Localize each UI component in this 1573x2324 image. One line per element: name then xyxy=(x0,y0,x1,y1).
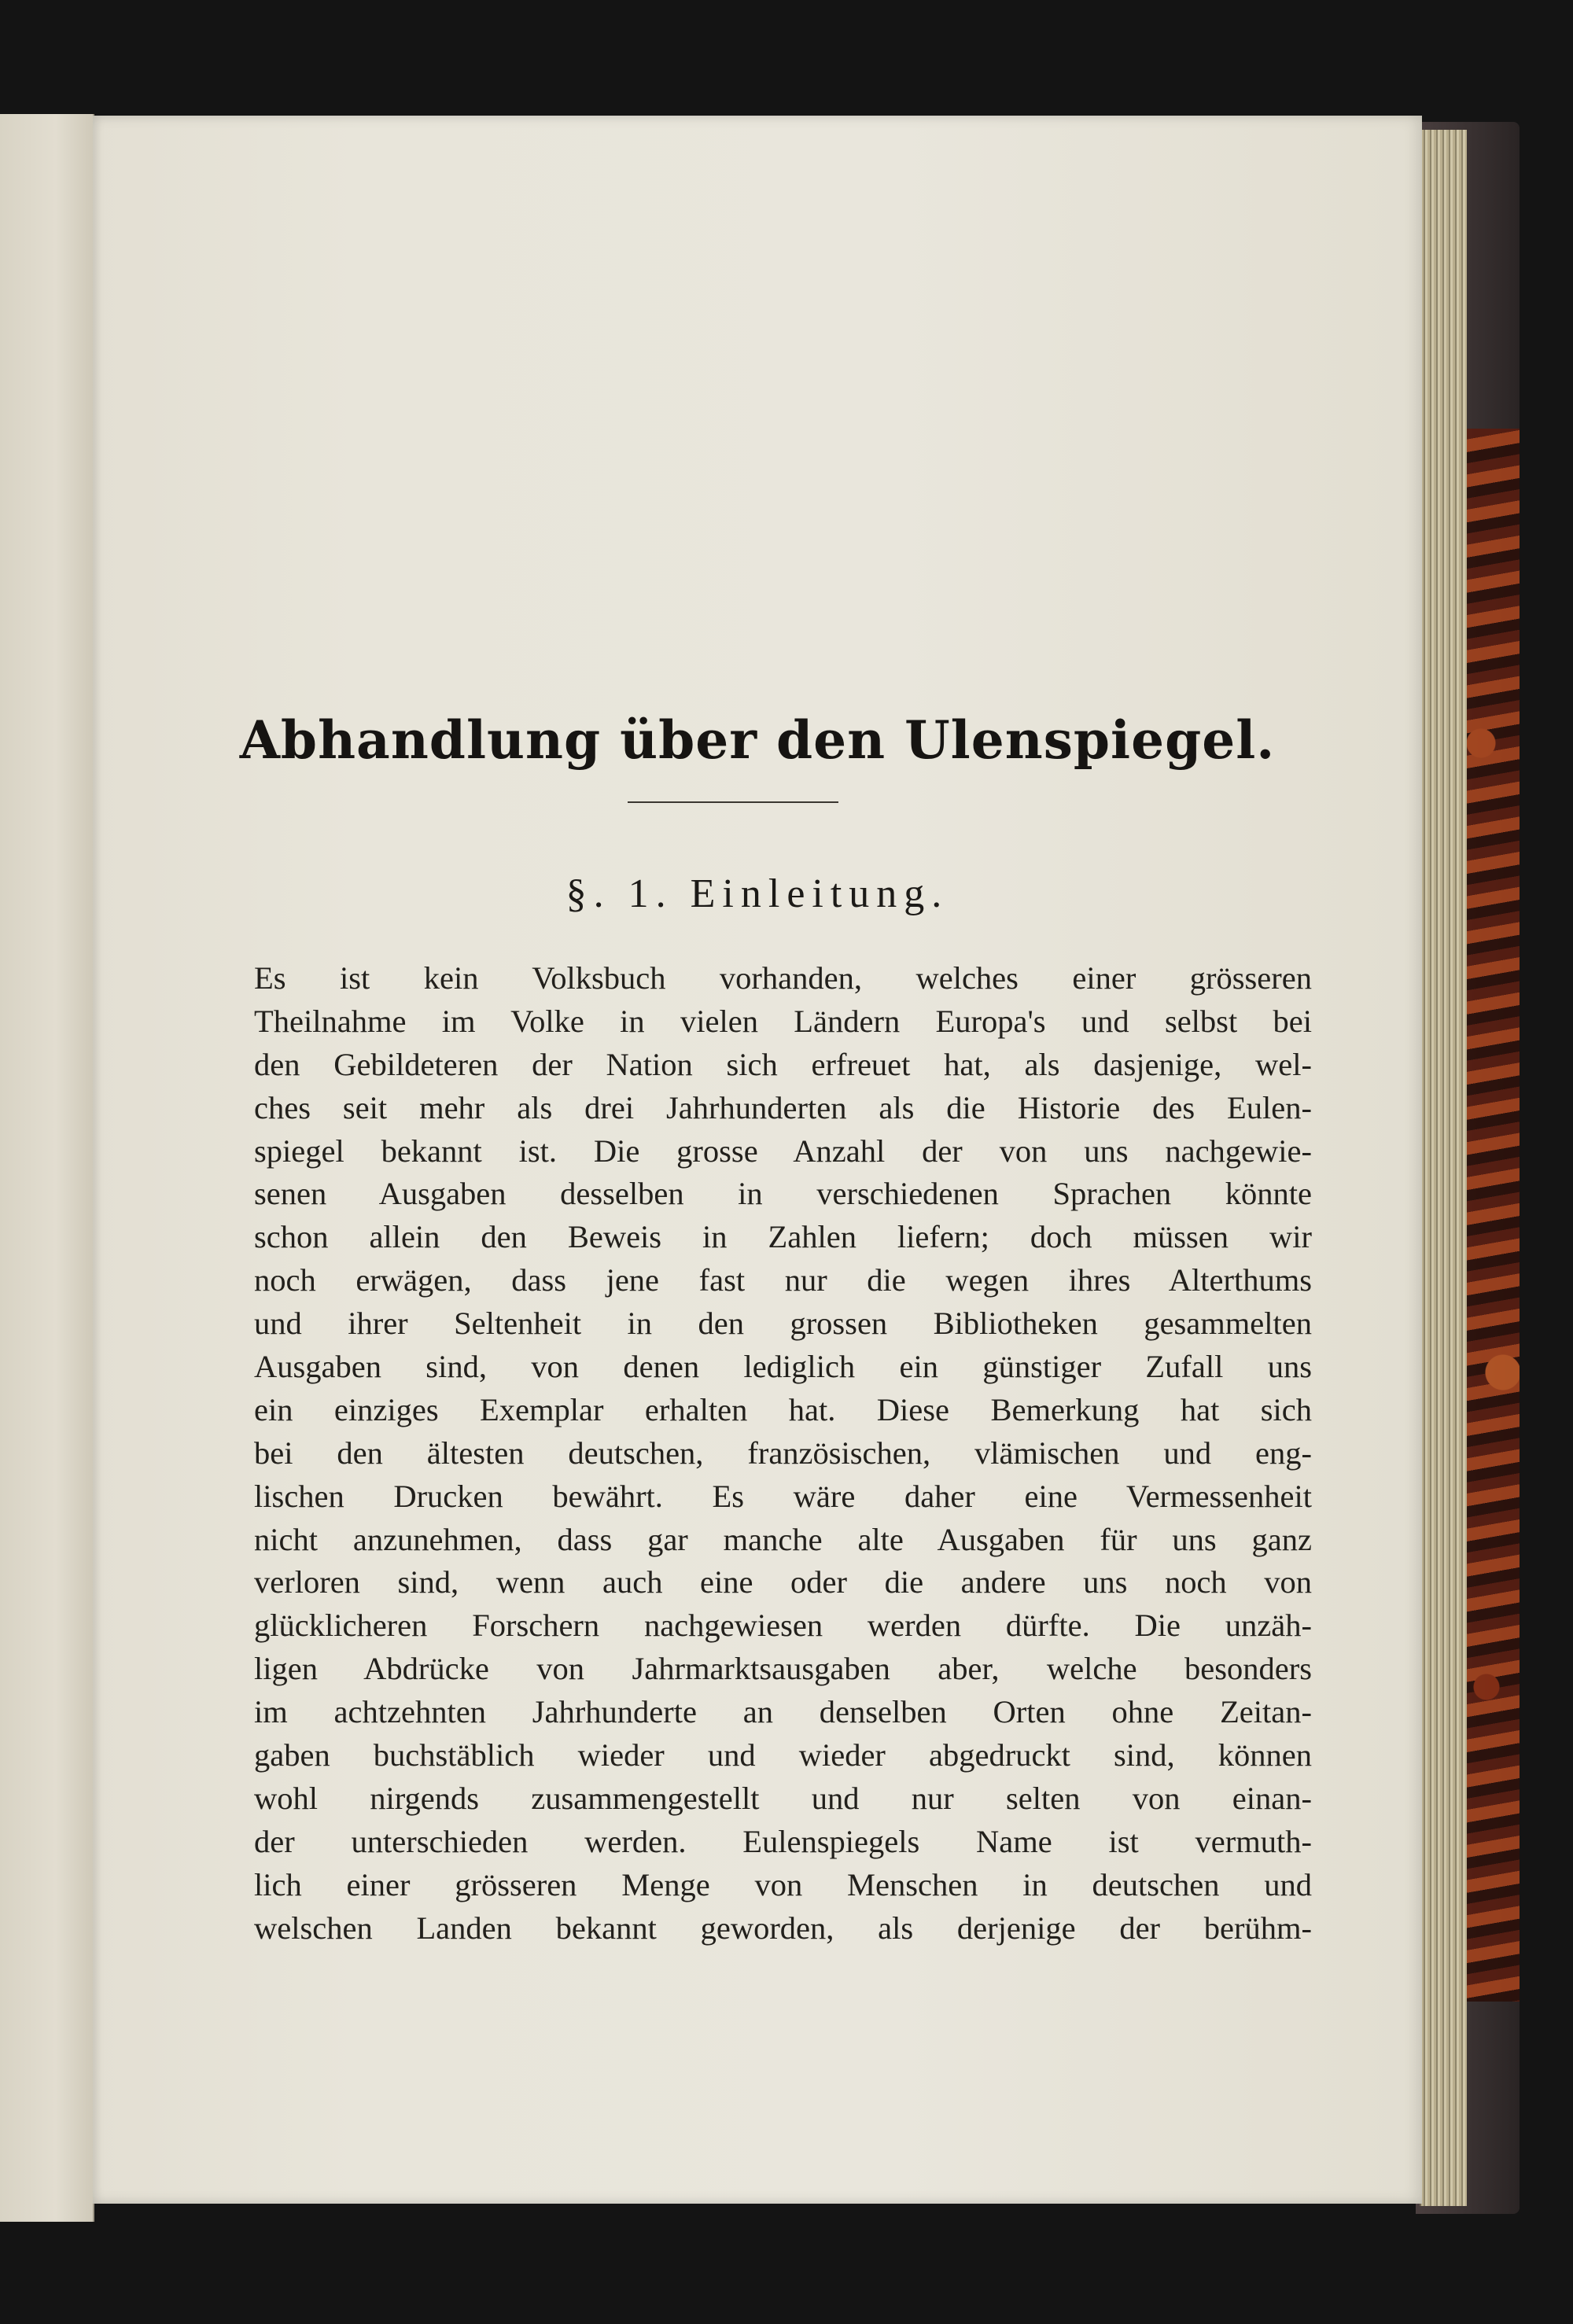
text-line: Es ist kein Volksbuch vorhanden, welches einer grösseren xyxy=(254,960,1312,996)
text-line: Theilnahme im Volke in vielen Ländern Europa's und selbst bei xyxy=(254,1003,1312,1039)
left-page-edge xyxy=(0,114,94,2222)
right-page xyxy=(93,116,1422,2204)
text-line: nicht anzunehmen, dass gar manche alte Ausgaben für uns ganz xyxy=(254,1521,1312,1557)
text-line: Ausgaben sind, von denen lediglich ein günstiger Zufall uns xyxy=(254,1349,1312,1385)
text-line: verloren sind, wenn auch eine oder die andere uns noch von xyxy=(254,1564,1312,1600)
book-spread xyxy=(0,98,1526,2222)
chapter-title: Abhandlung über den Ulenspiegel. xyxy=(239,709,1276,771)
text-line: der unterschieden werden. Eulenspiegels Name ist vermuth- xyxy=(254,1823,1312,1859)
text-line: schon allein den Beweis in Zahlen liefern; doch müssen wir xyxy=(254,1219,1312,1255)
text-line: im achtzehnten Jahrhunderte an denselben Orten ohne Zeitan- xyxy=(254,1694,1312,1730)
text-line: senen Ausgaben desselben in verschiedenen Sprachen könnte xyxy=(254,1176,1312,1212)
page-edges xyxy=(1420,130,1467,2206)
text-line: und ihrer Seltenheit in den grossen Bibliotheken gesammelten xyxy=(254,1306,1312,1342)
marbled-cover-paper xyxy=(1464,429,1520,2002)
body-text xyxy=(254,957,1312,1950)
text-line: noch erwägen, dass jene fast nur die wegen ihres Alterthums xyxy=(254,1262,1312,1298)
text-line: welschen Landen bekannt geworden, als derjenige der berühm- xyxy=(254,1910,1312,1946)
text-line: gaben buchstäblich wieder und wieder abgedruckt sind, können xyxy=(254,1737,1312,1773)
text-line: wohl nirgends zusammengestellt und nur selten von einan- xyxy=(254,1780,1312,1816)
text-line: lischen Drucken bewährt. Es wäre daher eine Vermessenheit xyxy=(254,1478,1312,1514)
text-line: ein einziges Exemplar erhalten hat. Diese Bemerkung hat sich xyxy=(254,1391,1312,1427)
text-line: den Gebildeteren der Nation sich erfreuet hat, als dasjenige, wel- xyxy=(254,1046,1312,1082)
section-heading: §. 1. Einleitung. xyxy=(565,871,949,916)
title-rule xyxy=(628,801,838,803)
text-line: glücklicheren Forschern nachgewiesen werden dürfte. Die unzäh- xyxy=(254,1608,1312,1644)
text-line: ches seit mehr als drei Jahrhunderten als die Historie des Eulen- xyxy=(254,1089,1312,1125)
text-line: lich einer grösseren Menge von Menschen in deutschen und xyxy=(254,1866,1312,1902)
text-line: spiegel bekannt ist. Die grosse Anzahl der von uns nachgewie- xyxy=(254,1133,1312,1169)
text-line: ligen Abdrücke von Jahrmarktsausgaben aber, welche besonders xyxy=(254,1651,1312,1687)
text-line: bei den ältesten deutschen, französischen, vlämischen und eng- xyxy=(254,1435,1312,1471)
